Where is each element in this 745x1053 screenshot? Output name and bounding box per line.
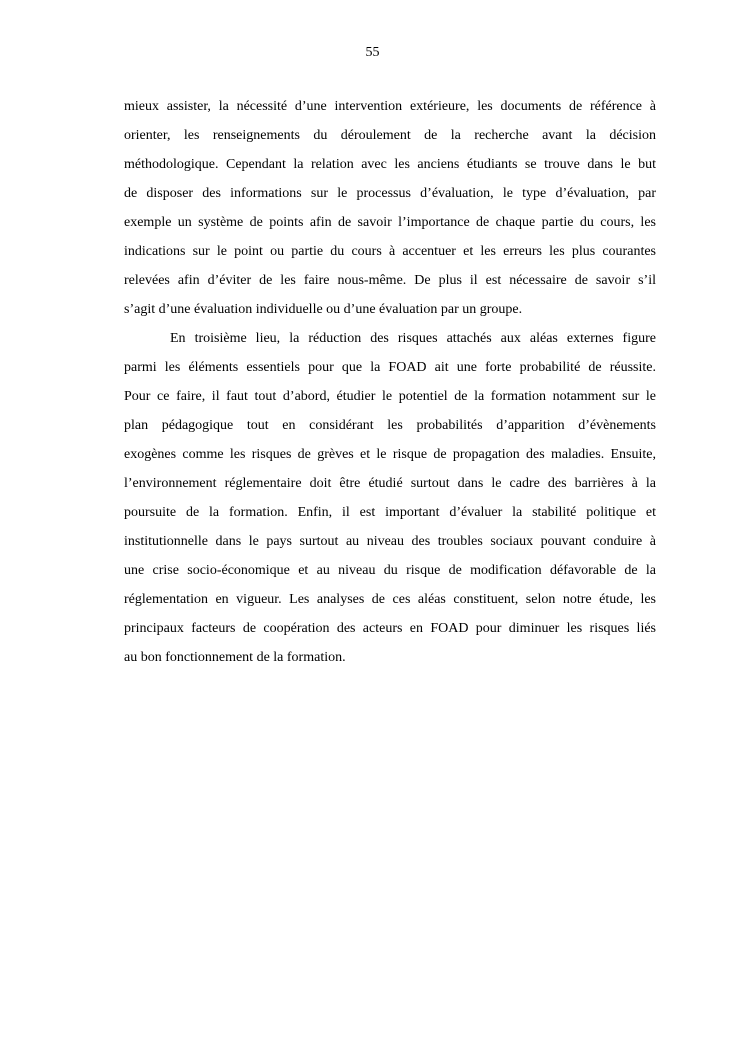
body-text <box>124 92 656 672</box>
paragraph-1 <box>124 92 656 324</box>
text-line: principaux facteurs de coopération des acteurs en FOAD pour diminuer les risques liés <box>124 621 656 636</box>
text-line: méthodologique. Cependant la relation avec les anciens étudiants se trouve dans le but <box>124 157 656 172</box>
text-line: mieux assister, la nécessité d’une intervention extérieure, les documents de référence à <box>124 99 656 114</box>
text-line: s’agit d’une évaluation individuelle ou d’une évaluation par un groupe. <box>124 302 523 317</box>
text-line: parmi les éléments essentiels pour que la FOAD ait une forte probabilité de réussite. <box>124 360 656 375</box>
text-line: une crise socio-économique et au niveau du risque de modification défavorable de la <box>124 563 656 578</box>
text-line: orienter, les renseignements du déroulement de la recherche avant la décision <box>124 128 656 143</box>
text-line: plan pédagogique tout en considérant les probabilités d’apparition d’évènements <box>124 418 656 433</box>
text-line: de disposer des informations sur le processus d’évaluation, le type d’évaluation, par <box>124 186 656 201</box>
text-line: exemple un système de points afin de savoir l’importance de chaque partie du cours, les <box>124 215 656 230</box>
text-line: poursuite de la formation. Enfin, il est important d’évaluer la stabilité politique et <box>124 505 656 520</box>
text-line: au bon fonctionnement de la formation. <box>124 650 346 665</box>
text-line: institutionnelle dans le pays surtout au niveau des troubles sociaux pouvant conduire à <box>124 534 656 549</box>
text-line: relevées afin d’éviter de les faire nous-même. De plus il est nécessaire de savoir s’il <box>124 273 656 288</box>
text-line: En troisième lieu, la réduction des risques attachés aux aléas externes figure <box>170 331 656 346</box>
text-line: réglementation en vigueur. Les analyses de ces aléas constituent, selon notre étude, les <box>124 592 656 607</box>
text-line: indications sur le point ou partie du cours à accentuer et les erreurs les plus courantes <box>124 244 656 259</box>
text-line: l’environnement réglementaire doit être étudié surtout dans le cadre des barrières à la <box>124 476 656 491</box>
text-line: Pour ce faire, il faut tout d’abord, étudier le potentiel de la formation notamment sur le <box>124 389 656 404</box>
paragraph-2 <box>124 324 656 672</box>
page-number: 55 <box>365 45 380 60</box>
text-line: exogènes comme les risques de grèves et le risque de propagation des maladies. Ensuite, <box>124 447 656 462</box>
